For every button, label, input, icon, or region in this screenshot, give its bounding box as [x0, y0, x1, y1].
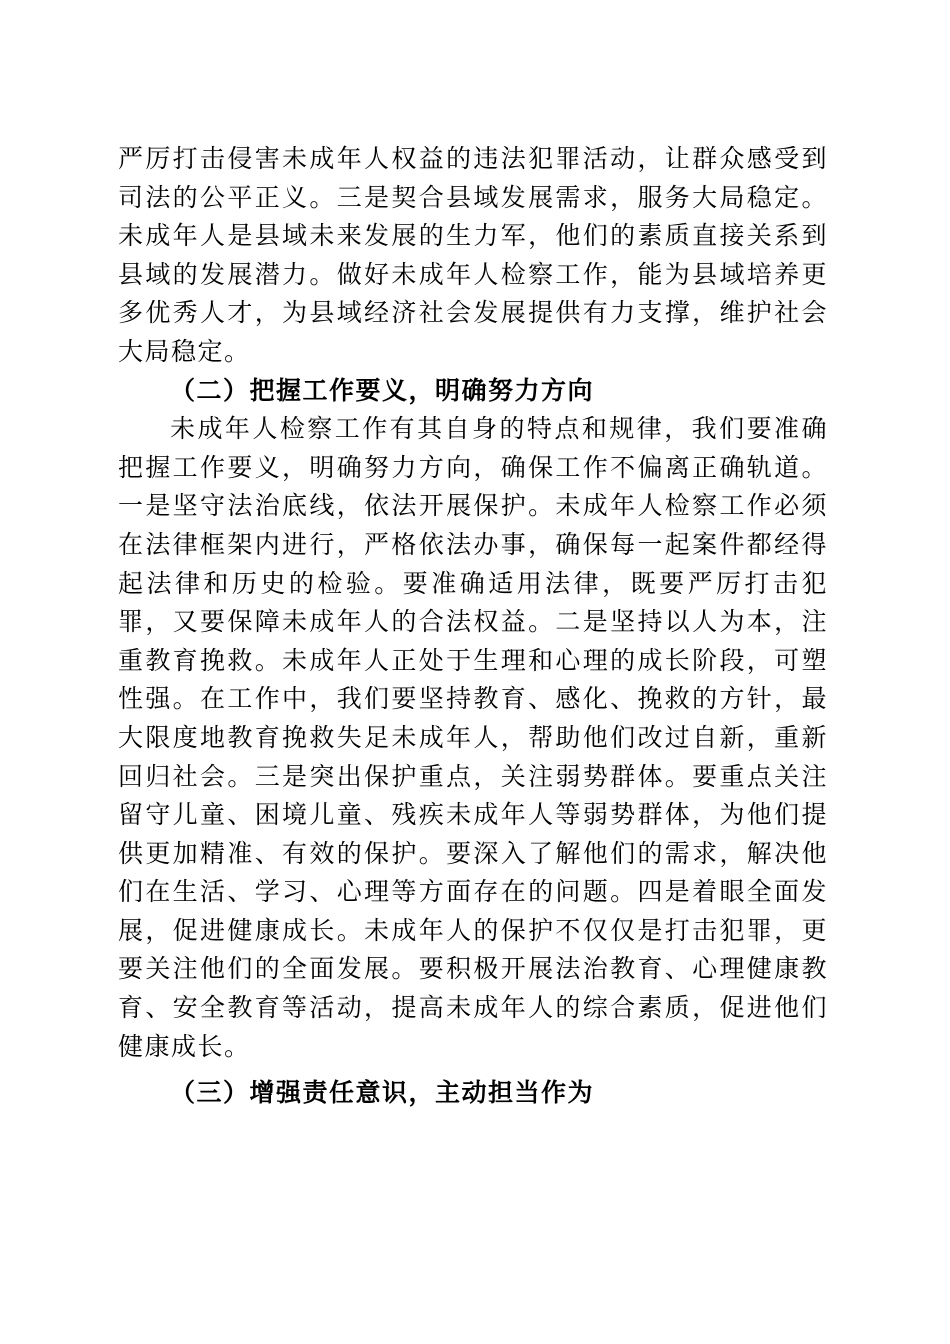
body-paragraph-continued: 严厉打击侵害未成年人权益的违法犯罪活动，让群众感受到司法的公平正义。三是契合县域发展需求，服务大局稳定。未成年人是县域未来发展的生力军，他们的素质直接关系到县域的发展潜力。做好未成年人检察工作，能为县域培养更多优秀人才，为县域经济社会发展提供有力支撑，维护社会大局稳定。	[118, 144, 828, 366]
body-paragraph: 未成年人检察工作有其自身的特点和规律，我们要准确把握工作要义，明确努力方向，确保工作不偏离正确轨道。一是坚守法治底线，依法开展保护。未成年人检察工作必须在法律框架内进行，严格依法办事，确保每一起案件都经得起法律和历史的检验。要准确适用法律，既要严厉打击犯罪，又要保障未成年人的合法权益。二是坚持以人为本，注重教育挽救。未成年人正处于生理和心理的成长阶段，可塑性强。在工作中，我们要坚持教育、感化、挽救的方针，最大限度地教育挽救失足未成年人，帮助他们改过自新，重新回归社会。三是突出保护重点，关注弱势群体。要重点关注留守儿童、困境儿童、残疾未成年人等弱势群体，为他们提供更加精准、有效的保护。要深入了解他们的需求，解决他们在生活、学习、心理等方面存在的问题。四是着眼全面发展，促进健康成长。未成年人的保护不仅仅是打击犯罪，更要关注他们的全面发展。要积极开展法治教育、心理健康教育、安全教育等活动，提高未成年人的综合素质，促进他们健康成长。	[118, 414, 828, 1061]
section-heading-3: （三）增强责任意识，主动担当作为	[170, 1078, 595, 1108]
document-page	[118, 140, 828, 1113]
section-heading-2: （二）把握工作要义，明确努力方向	[170, 375, 595, 405]
